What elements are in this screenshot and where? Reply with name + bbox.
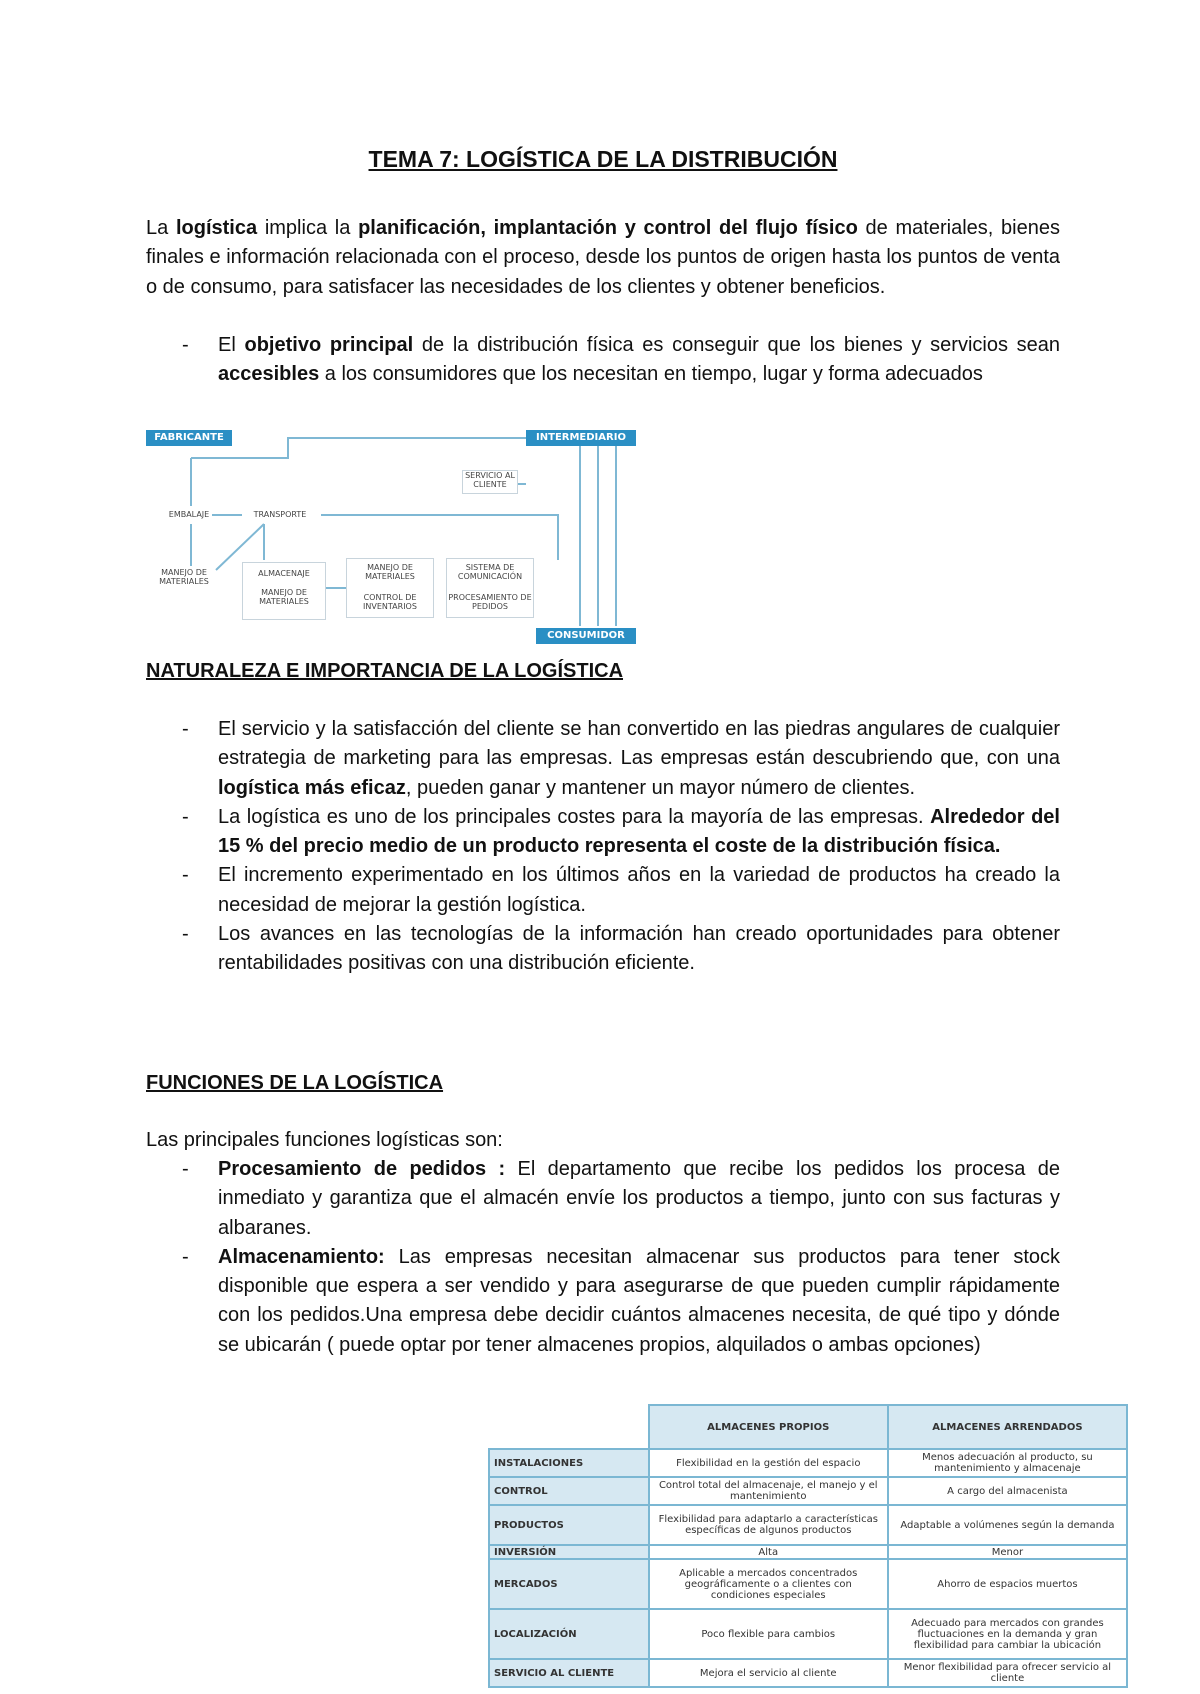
bullet-dash: - [182,805,189,828]
consumidor-node: CONSUMIDOR [536,628,636,644]
row-label: MERCADOS [489,1559,649,1609]
manejo-control-node [346,558,434,618]
intro-paragraph [146,214,1060,302]
page-title: TEMA 7: LOGÍSTICA DE LA DISTRIBUCIÓN [368,146,838,172]
cell-propios: Alta [649,1545,888,1559]
bullet-text: El departamento que recibe los pedidos los procesa de inmediato y garantiza que el almacén envíe los productos a tiempo, junto con sus facturas y albaranes. [218,1158,1060,1239]
cell-propios: Poco flexible para cambios [649,1609,888,1659]
intro-text-3: de materiales, bienes finales e información relacionada con el proceso, desde los puntos de origen hasta los puntos de venta o de consumo, para satisfacer las necesidades de los clientes y obtener beneficios. [146,217,1060,298]
bullet-text: El servicio y la satisfacción del cliente se han convertido en las piedras angulares de cualquier estrategia de marketing para las empresas. Las empresas están descubriendo que, con una [218,718,1060,770]
bullet-dash: - [182,1245,189,1268]
bullet-text: El incremento experimentado en los últimos años en la variedad de productos ha creado la necesidad de mejorar la gestión logística. [218,864,1060,916]
cell-arrendados: Ahorro de espacios muertos [888,1559,1127,1609]
table-header-row [489,1405,1127,1449]
row-label: LOCALIZACIÓN [489,1609,649,1659]
distribution-flow-diagram [146,430,638,646]
table-row [489,1449,1127,1477]
objective-text-2: de la distribución física es conseguir que los bienes y servicios sean [413,334,1061,356]
objective-text-1: El [218,334,245,356]
table-row [489,1659,1127,1687]
table-row [489,1559,1127,1609]
connector [191,438,526,458]
bullet-dash: - [182,864,189,887]
almacenes-comparison-table [488,1404,1128,1688]
objective-text-3: a los consumidores que los necesitan en tiempo, lugar y forma adecuados [319,363,983,386]
bullet-bold: Almacenamiento: [218,1245,385,1268]
sistema-node [446,558,534,618]
row-label: SERVICIO AL CLIENTE [489,1659,649,1687]
transporte-node: TRANSPORTE [253,510,307,519]
intro-text-1: La [146,217,176,239]
servicio-cliente-node: SERVICIO AL CLIENTE [462,470,518,494]
objective-list [146,331,1060,390]
bullet-bold: Procesamiento de pedidos : [218,1158,506,1180]
cell-propios: Control total del almacenaje, el manejo y el mantenimiento [649,1477,888,1505]
bullet-bold: Alrededor del 15 % del precio medio de un producto representa el coste de la distribución física. [218,805,1060,858]
row-label: INSTALACIONES [489,1449,649,1477]
cell-propios: Flexibilidad en la gestión del espacio [649,1449,888,1477]
connector [321,515,558,560]
bullet-dash: - [182,1158,189,1180]
control-inventarios-label: CONTROL DE INVENTARIOS [363,593,417,611]
table-corner [489,1405,649,1449]
bullet-text: La logística es uno de los principales costes para la mayoría de las empresas. [218,805,931,828]
list-item [146,331,1060,390]
column-header-arrendados: ALMACENES ARRENDADOS [888,1405,1127,1449]
bullet-dash: - [182,923,189,946]
table-row [489,1477,1127,1505]
funciones-list [146,1155,1060,1360]
objective-bold-2: accesibles [218,363,320,386]
cell-arrendados: A cargo del almacenista [888,1477,1127,1505]
row-label: PRODUCTOS [489,1505,649,1545]
intermediario-node: INTERMEDIARIO [526,430,636,446]
embalaje-node: EMBALAJE [168,510,210,519]
cell-arrendados: Adecuado para mercados con grandes fluctuaciones en la demanda y gran flexibilidad para cambiar la ubicación [888,1609,1127,1659]
manejo-de-label: MANEJO DE MATERIALES [365,563,415,581]
row-label: INVERSIÓN [489,1545,649,1559]
cell-arrendados: Menor [888,1545,1127,1559]
list-item [146,1243,1060,1360]
cell-propios: Flexibilidad para adaptarlo a características específicas de algunos productos [649,1505,888,1545]
cell-propios: Mejora el servicio al cliente [649,1659,888,1687]
almacenaje-manejo-label: MANEJO DE MATERIALES [259,588,309,606]
bullet-text: Los avances en las tecnologías de la información han creado oportunidades para obtener rentabilidades positivas con una distribución eficiente. [218,923,1060,975]
column-header-propios: ALMACENES PROPIOS [649,1405,888,1449]
objective-bold-1: objetivo principal [244,334,414,356]
intro-text-2: implica la [257,217,359,239]
manejo-materiales-node: MANEJO DE MATERIALES [159,568,209,586]
cell-arrendados: Menos adecuación al producto, su mantenimiento y almacenaje [888,1449,1127,1477]
list-item [146,920,1060,979]
table-row [489,1545,1127,1559]
almacenaje-node [242,562,326,620]
list-item [146,1155,1060,1243]
intro-bold-2: planificación, implantación y control del flujo físico [358,217,858,239]
procesamiento-pedidos-label: PROCESAMIENTO DE PEDIDOS [448,593,532,611]
bullet-text: , pueden ganar y mantener un mayor número de clientes. [405,776,916,799]
list-item [146,803,1060,862]
naturaleza-list [146,715,1060,979]
bullet-bold: logística más eficaz [218,776,406,799]
almacenaje-label: ALMACENAJE [258,569,310,578]
funciones-intro: Las principales funciones logísticas son: [146,1129,503,1151]
section-heading-funciones: FUNCIONES DE LA LOGÍSTICA [146,1072,444,1094]
intro-bold-1: logística [175,217,258,239]
cell-propios: Aplicable a mercados concentrados geográficamente o a clientes con condiciones especiales [649,1559,888,1609]
fabricante-node: FABRICANTE [146,430,232,446]
table-row [489,1609,1127,1659]
table-row [489,1505,1127,1545]
bullet-dash: - [182,334,189,356]
section-heading-naturaleza: NATURALEZA E IMPORTANCIA DE LA LOGÍSTICA [146,660,624,682]
bullet-text: Las empresas necesitan almacenar sus productos para tener stock disponible que espera a ser vendido y para asegurarse de que pueden cumplir rápidamente con los pedidos.Una empresa debe decidir cuántos almacenes necesita, de qué tipo y dónde se ubicarán ( puede optar por tener almacenes propios, alquilados o ambas opciones) [218,1245,1060,1356]
row-label: CONTROL [489,1477,649,1505]
list-item [146,861,1060,920]
cell-arrendados: Adaptable a volúmenes según la demanda [888,1505,1127,1545]
cell-arrendados: Menor flexibilidad para ofrecer servicio al cliente [888,1659,1127,1687]
sistema-comunicacion-label: SISTEMA DE COMUNICACIÓN [457,563,523,581]
bullet-dash: - [182,718,189,740]
list-item [146,715,1060,803]
